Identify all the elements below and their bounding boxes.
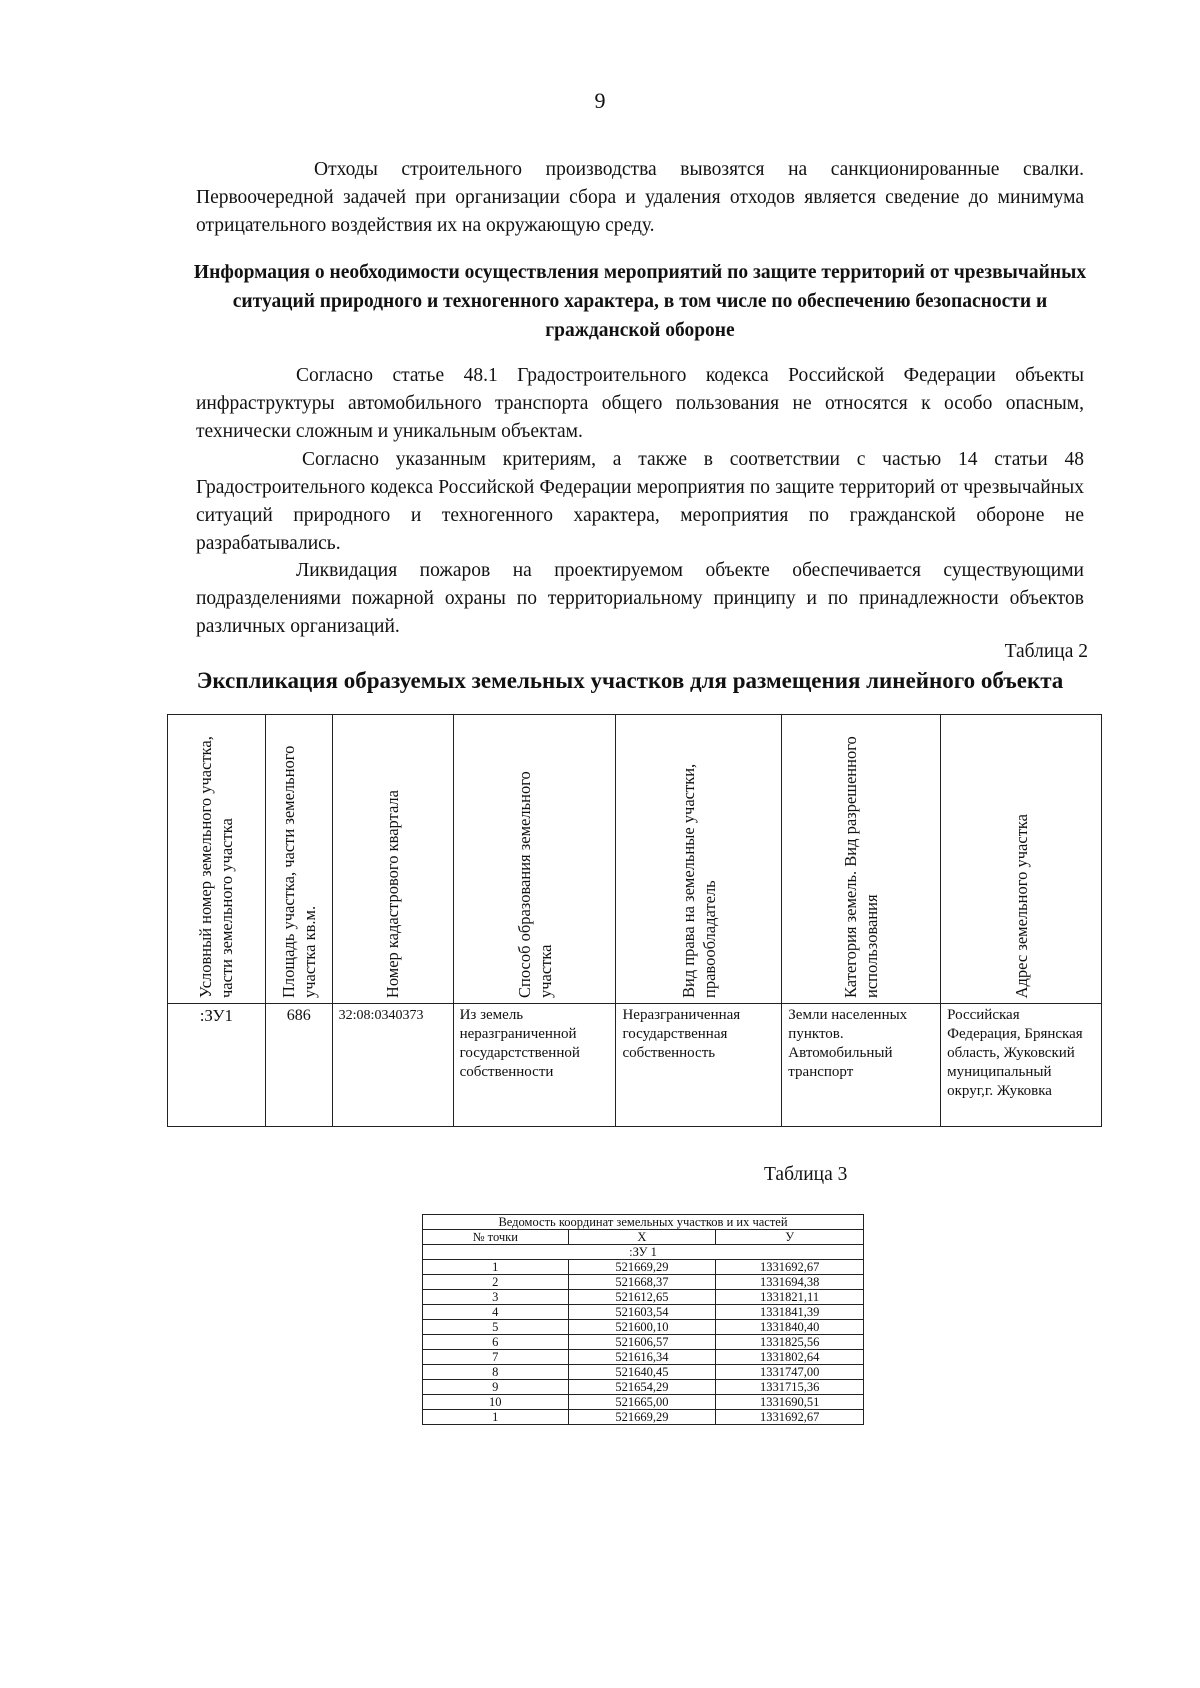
x-coordinate: 521606,57: [568, 1335, 716, 1350]
column-point: № точки: [423, 1230, 569, 1245]
section-heading: Информация о необходимости осуществления мероприятий по защите территорий от чрезвычайных ситуаций природного и техногенного характера, в том числе по обеспечению безопасности и гражданской обороне: [193, 262, 1087, 341]
y-coordinate: 1331692,67: [716, 1410, 864, 1425]
y-coordinate: 1331841,39: [716, 1305, 864, 1320]
y-coordinate: 1331821,11: [716, 1290, 864, 1305]
point-number: 1: [423, 1410, 569, 1425]
point-number: 9: [423, 1380, 569, 1395]
header-cell: Вид права на земельные участки, правообладатель: [616, 715, 782, 1004]
point-number: 8: [423, 1365, 569, 1380]
x-coordinate: 521600,10: [568, 1320, 716, 1335]
table-row: [423, 1350, 864, 1365]
x-coordinate: 521669,29: [568, 1410, 716, 1425]
table-row: [423, 1320, 864, 1335]
y-coordinate: 1331825,56: [716, 1335, 864, 1350]
land-plots-table: [167, 714, 1102, 1127]
y-coordinate: 1331840,40: [716, 1320, 864, 1335]
table-row: [423, 1290, 864, 1305]
cadastral-quarter: 32:08:0340373: [332, 1004, 453, 1127]
paragraph-2: Согласно указанным критериям, а также в соответствии с частью 14 статьи 48 Градостроительного кодекса Российской Федерации мероприятия по защите территорий от чрезвычайных ситуаций природного и техногенного характера, мероприятия по гражданской обороне не разрабатывались.: [196, 449, 1084, 554]
column-x: X: [568, 1230, 716, 1245]
x-coordinate: 521640,45: [568, 1365, 716, 1380]
intro-paragraph: Отходы строительного производства вывозятся на санкционированные свалки. Первоочередной задачей при организации сбора и удаления отходов является сведение до минимума отрицательного воздействия их на окружающую среду.: [196, 159, 1084, 236]
x-coordinate: 521654,29: [568, 1380, 716, 1395]
table-row: [423, 1335, 864, 1350]
table2-label: Таблица 2: [1004, 641, 1088, 662]
page-number: 9: [594, 88, 606, 113]
point-number: 5: [423, 1320, 569, 1335]
plot-section: :ЗУ 1: [423, 1245, 864, 1260]
x-coordinate: 521668,37: [568, 1275, 716, 1290]
y-coordinate: 1331692,67: [716, 1260, 864, 1275]
paragraph-1: Согласно статье 48.1 Градостроительного кодекса Российской Федерации объекты инфраструктуры автомобильного транспорта общего пользования не относятся к особо опасным, технически сложным и уникальным объектам.: [196, 365, 1084, 442]
x-coordinate: 521612,65: [568, 1290, 716, 1305]
table-row: [423, 1410, 864, 1425]
x-coordinate: 521616,34: [568, 1350, 716, 1365]
table-row: [423, 1395, 864, 1410]
paragraph-3: Ликвидация пожаров на проектируемом объекте обеспечивается существующими подразделениями пожарной охраны по территориальному принципу и по принадлежности объектов различных организаций.: [196, 560, 1084, 637]
table-row: [423, 1275, 864, 1290]
y-coordinate: 1331715,36: [716, 1380, 864, 1395]
header-cell: Номер кадастрового квартала: [332, 715, 453, 1004]
table-row: [423, 1380, 864, 1395]
header-cell: Способ образования земельного участка: [453, 715, 616, 1004]
table-row: [168, 1004, 1102, 1127]
header-cell: Категория земель. Вид разрешенного использования: [782, 715, 941, 1004]
point-number: 2: [423, 1275, 569, 1290]
point-number: 4: [423, 1305, 569, 1320]
table-row: [423, 1365, 864, 1380]
point-number: 7: [423, 1350, 569, 1365]
point-number: 6: [423, 1335, 569, 1350]
point-number: 1: [423, 1260, 569, 1275]
plot-area: 686: [265, 1004, 332, 1127]
point-number: 10: [423, 1395, 569, 1410]
y-coordinate: 1331802,64: [716, 1350, 864, 1365]
x-coordinate: 521669,29: [568, 1260, 716, 1275]
land-category: Земли населенных пунктов. Автомобильный транспорт: [782, 1004, 941, 1127]
y-coordinate: 1331694,38: [716, 1275, 864, 1290]
x-coordinate: 521603,54: [568, 1305, 716, 1320]
y-coordinate: 1331690,51: [716, 1395, 864, 1410]
header-cell: Адрес земельного участка: [941, 715, 1102, 1004]
table-row: [423, 1260, 864, 1275]
x-coordinate: 521665,00: [568, 1395, 716, 1410]
table-row: [423, 1305, 864, 1320]
coordinates-title: Ведомость координат земельных участков и их частей: [423, 1215, 864, 1230]
table-header-row: [168, 715, 1102, 1004]
point-number: 3: [423, 1290, 569, 1305]
plot-number: :ЗУ1: [168, 1004, 266, 1127]
coordinates-table: [422, 1214, 864, 1425]
header-cell: Условный номер земельного участка, части земельного участка: [168, 715, 266, 1004]
table3-label: Таблица 3: [764, 1164, 848, 1185]
table2-title: Экспликация образуемых земельных участков для размещения линейного объекта: [196, 668, 1064, 693]
y-coordinate: 1331747,00: [716, 1365, 864, 1380]
plot-address: Российская Федерация, Брянская область, Жуковский муниципальный округ,г. Жуковка: [941, 1004, 1102, 1127]
formation-method: Из земель неразграниченной государстственной собственности: [453, 1004, 616, 1127]
header-cell: Площадь участка, части земельного участка кв.м.: [265, 715, 332, 1004]
column-y: У: [716, 1230, 864, 1245]
ownership-right: Неразграниченная государственная собственность: [616, 1004, 782, 1127]
